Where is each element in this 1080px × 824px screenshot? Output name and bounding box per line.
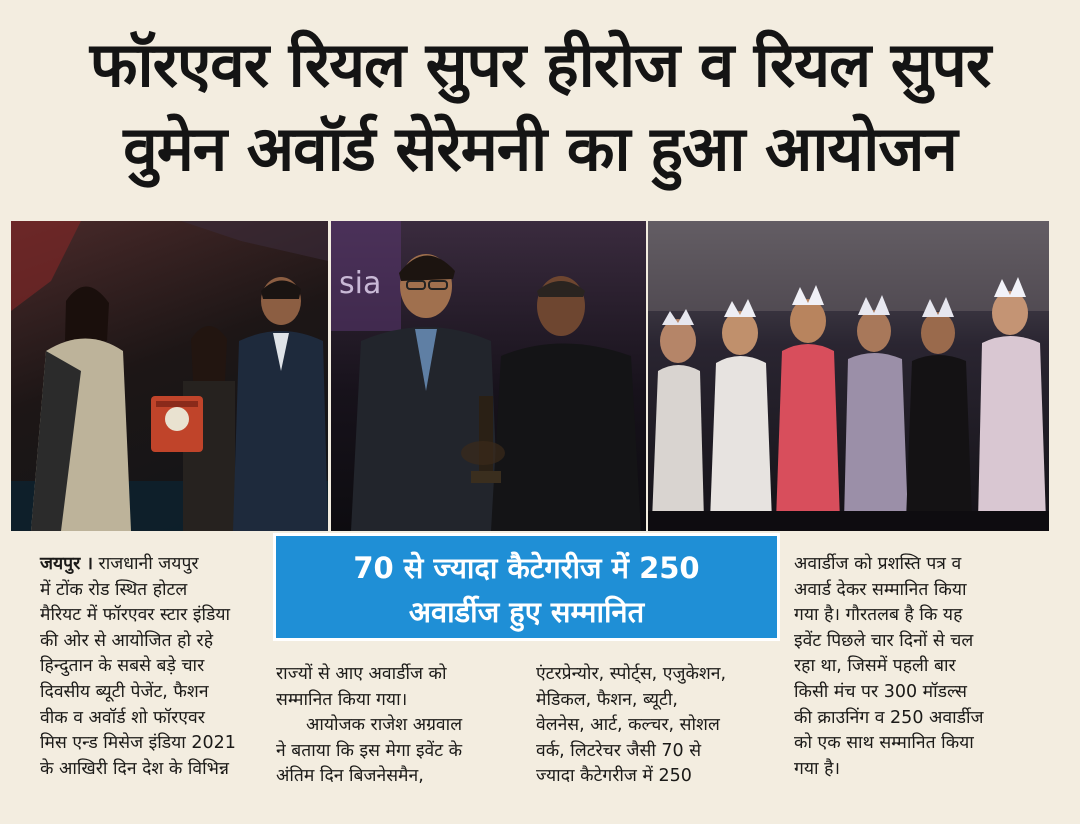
article-line: को एक साथ सम्मानित किया xyxy=(794,733,974,754)
article-column-3 xyxy=(536,662,776,790)
article-line: की ओर से आयोजित हो रहे xyxy=(40,630,214,651)
article-column-1 xyxy=(40,552,264,782)
headline-line-2: वुमेन अवॉर्ड सेरेमनी का हुआ आयोजन xyxy=(123,112,957,185)
article-line: किसी मंच पर 300 मॉडल्स xyxy=(794,681,967,702)
article-line: वेलनेस, आर्ट, कल्चर, सोशल xyxy=(536,715,720,736)
article-line: आयोजक राजेश अग्रवाल xyxy=(306,715,463,736)
article-line: में टोंक रोड स्थित होटल xyxy=(40,579,188,600)
article-line: इवेंट पिछले चार दिनों से चल xyxy=(794,630,974,651)
subheadline-line-2: अवार्डीज हुए सम्मानित xyxy=(408,595,645,629)
article-line: राज्यों से आए अवार्डीज को xyxy=(276,664,447,684)
article-line: मैरियट में फॉरएवर स्टार इंडिया xyxy=(40,605,231,626)
article-line: गया है। गौरतलब है कि यह xyxy=(794,605,963,626)
photo-award-presentation-center xyxy=(331,221,646,531)
article-column-4 xyxy=(794,552,1046,782)
dateline: जयपुर । xyxy=(40,554,93,574)
article-line: मिस एन्ड मिसेज इंडिया 2021 xyxy=(40,733,236,754)
article-line: के आखिरी दिन देश के विभिन्न xyxy=(40,758,229,779)
article-column-2 xyxy=(276,662,516,790)
article-line: अवार्ड देकर सम्मानित किया xyxy=(794,579,967,600)
article-line: अंतिम दिन बिजनेसमैन, xyxy=(276,766,424,787)
article-line: ने बताया कि इस मेगा इवेंट के xyxy=(276,740,463,761)
article-line: गया है। xyxy=(794,758,841,779)
article-line: ज्यादा कैटेगरीज में 250 xyxy=(536,766,692,787)
article-line: रहा था, जिसमें पहली बार xyxy=(794,656,956,677)
article-text: राजधानी जयपुर xyxy=(92,554,199,574)
article-line: सम्मानित किया गया। xyxy=(276,689,408,710)
subheadline-line-1: 70 से ज्यादा कैटेगरीज में 250 xyxy=(353,551,700,585)
article-line: दिवसीय ब्यूटी पेजेंट, फैशन xyxy=(40,681,209,702)
article-line: हिन्दुतान के सबसे बड़े चार xyxy=(40,656,205,677)
photo-crowned-models xyxy=(648,221,1049,531)
article-line: एंटरप्रेन्योर, स्पोर्ट्स, एजुकेशन, xyxy=(536,664,727,684)
article-line xyxy=(40,552,264,578)
photo-award-presentation-left xyxy=(11,221,328,531)
subheadline-box xyxy=(273,533,780,641)
headline-line-1: फॉरएवर रियल सुपर हीरोज व रियल सुपर xyxy=(89,28,991,101)
article-line: की क्राउनिंग व 250 अवार्डीज xyxy=(794,707,984,728)
article-line: वर्क, लिटरेचर जैसी 70 से xyxy=(536,740,702,761)
article-line: वीक व अवॉर्ड शो फॉरएवर xyxy=(40,707,205,728)
article-line: अवार्डीज को प्रशस्ति पत्र व xyxy=(794,554,962,574)
article-line: मेडिकल, फैशन, ब्यूटी, xyxy=(536,689,678,710)
backdrop-text: sia xyxy=(339,266,382,301)
